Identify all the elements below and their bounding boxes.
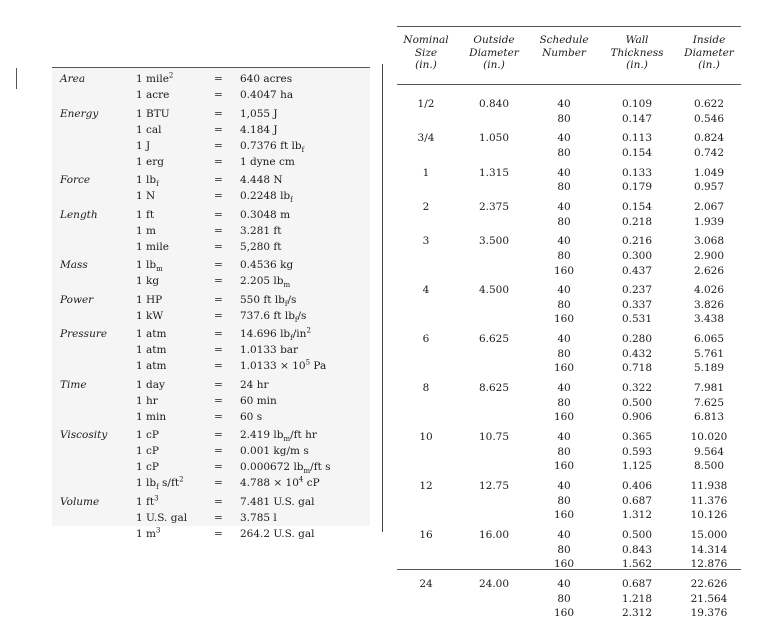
schedule-number-cell: 160 xyxy=(553,460,575,473)
conversion-unit: 1 cP xyxy=(136,461,159,473)
inside-diameter-cell: 0.957 xyxy=(693,181,725,194)
conversion-unit: 1 BTU xyxy=(136,107,170,120)
schedule-number-cell: 40 xyxy=(557,284,571,297)
wall-thickness-cell: 1.218 xyxy=(621,592,653,605)
conversion-unit: 1 N xyxy=(136,190,156,202)
conversion-category: Viscosity xyxy=(60,429,108,441)
inside-diameter-cell: 10.126 xyxy=(690,509,728,522)
wall-thickness-cell: 1.312 xyxy=(621,509,653,522)
conversion-equals: = xyxy=(214,394,223,407)
schedule-number-cell: 40 xyxy=(557,132,571,145)
schedule-number-cell: 80 xyxy=(557,396,571,409)
wall-thickness-cell: 0.154 xyxy=(621,146,653,159)
wall-thickness-cell: 0.843 xyxy=(621,543,653,556)
wall-thickness-cell: 1.562 xyxy=(621,558,653,571)
inside-diameter-cell: 6.813 xyxy=(693,411,725,424)
header-schedule-number: Schedule Number xyxy=(539,34,589,59)
schedule-number-cell: 40 xyxy=(557,333,571,346)
nominal-size-cell: 3/4 xyxy=(417,132,435,145)
inside-diameter-cell: 10.020 xyxy=(690,431,728,443)
conversion-unit: 1 min xyxy=(136,410,167,423)
conversion-equals: = xyxy=(214,293,223,306)
conversion-category: Power xyxy=(60,293,94,306)
schedule-number-cell: 160 xyxy=(553,313,575,326)
conversion-equals: = xyxy=(214,174,223,186)
header-inside-diameter: Inside Diameter (in.) xyxy=(684,34,734,71)
inside-diameter-cell: 12.876 xyxy=(690,558,728,571)
inside-diameter-cell: 11.376 xyxy=(690,494,728,507)
outside-diameter-cell: 8.625 xyxy=(478,382,510,395)
schedule-number-cell: 160 xyxy=(553,558,575,571)
conversion-equals: = xyxy=(214,477,223,489)
conversion-unit: 1 $lb_m$ xyxy=(136,259,163,274)
conversion-unit: 1 day xyxy=(136,378,165,391)
conversion-value: 737.6 ft $lb_f/s$ xyxy=(240,309,307,324)
conversion-value: 0.000672 $lb_m/ft$ s xyxy=(240,461,331,476)
wall-thickness-cell: 0.179 xyxy=(621,181,653,194)
inside-diameter-cell: 0.622 xyxy=(693,98,725,110)
wall-thickness-cell: 0.593 xyxy=(621,445,653,458)
inside-diameter-cell: 19.376 xyxy=(690,607,728,619)
conversion-value: 0.2248 $lb_f$ xyxy=(240,190,293,205)
conversion-value: 3.281 ft xyxy=(240,224,282,237)
schedule-number-cell: 80 xyxy=(557,146,571,159)
outside-diameter-cell: 10.75 xyxy=(478,431,510,443)
inside-diameter-cell: 11.938 xyxy=(690,479,728,492)
conversion-unit: 1 hr xyxy=(136,394,158,407)
conversion-equals: = xyxy=(214,445,223,457)
inside-diameter-cell: 9.564 xyxy=(693,445,725,458)
schedule-number-cell: 40 xyxy=(557,431,571,443)
conversion-value: 2.205 $lb_m$ xyxy=(240,275,291,290)
wall-thickness-cell: 0.133 xyxy=(621,166,653,179)
conversion-equals: = xyxy=(214,511,223,524)
conversion-value: 5,280 ft xyxy=(240,240,282,253)
wall-thickness-cell: 0.432 xyxy=(621,347,653,360)
inside-diameter-cell: 3.438 xyxy=(693,313,725,326)
outside-diameter-cell: 0.840 xyxy=(478,98,510,110)
outside-diameter-cell: 4.500 xyxy=(478,284,510,297)
conversion-category: Area xyxy=(60,73,86,85)
inside-diameter-cell: 0.824 xyxy=(693,132,725,145)
nominal-size-cell: 2 xyxy=(422,200,430,213)
inside-diameter-cell: 8.500 xyxy=(693,460,725,473)
wall-thickness-cell: 0.365 xyxy=(621,431,653,443)
wall-thickness-cell: 0.906 xyxy=(621,411,653,424)
nominal-size-cell: 1/2 xyxy=(417,98,435,110)
nominal-size-cell: 1 xyxy=(422,166,430,179)
wall-thickness-cell: 0.218 xyxy=(621,215,653,228)
conversion-value: 1,055 J xyxy=(240,107,278,120)
conversion-table-top-rule xyxy=(52,67,370,68)
wall-thickness-cell: 0.406 xyxy=(621,479,653,492)
conversion-unit: 1 ft xyxy=(136,208,155,221)
wall-thickness-cell: 0.687 xyxy=(621,494,653,507)
conversion-value: $1.0133 \times 10^5$ Pa xyxy=(240,358,327,372)
inside-diameter-cell: 5.761 xyxy=(693,347,725,360)
nominal-size-cell: 10 xyxy=(419,431,433,443)
pipe-schedule-table xyxy=(397,26,741,619)
header-outside-diameter: Outside Diameter (in.) xyxy=(469,34,519,71)
wall-thickness-cell: 0.113 xyxy=(621,132,653,145)
conversion-equals: = xyxy=(214,344,223,356)
conversion-category: Energy xyxy=(60,107,99,120)
schedule-number-cell: 40 xyxy=(557,577,571,590)
inside-diameter-cell: 1.939 xyxy=(693,215,725,228)
conversion-value: 4.184 J xyxy=(240,123,278,136)
conversion-unit: 1 cP xyxy=(136,445,159,457)
schedule-number-cell: 160 xyxy=(553,509,575,522)
outside-diameter-cell: 1.050 xyxy=(478,132,510,145)
schedule-number-cell: 80 xyxy=(557,592,571,605)
conversion-equals: = xyxy=(214,328,223,340)
conversion-equals: = xyxy=(214,155,223,168)
conversion-equals: = xyxy=(214,495,223,508)
wall-thickness-cell: 0.147 xyxy=(621,112,653,125)
inside-diameter-cell: 3.826 xyxy=(693,298,725,311)
inside-diameter-cell: 4.026 xyxy=(693,284,725,297)
conversion-value: 0.4536 kg xyxy=(240,259,294,271)
conversion-value: 0.001 kg/m s xyxy=(240,445,309,457)
schedule-number-cell: 80 xyxy=(557,298,571,311)
wall-thickness-cell: 0.437 xyxy=(621,264,653,277)
conversion-equals: = xyxy=(214,309,223,322)
conversion-category: Volume xyxy=(60,495,100,508)
conversion-unit: 1 mile xyxy=(136,240,169,253)
conversion-category: Mass xyxy=(60,259,88,271)
conversion-value: 264.2 U.S. gal xyxy=(240,527,315,540)
conversion-unit: 1 J xyxy=(136,139,151,152)
conversion-value: 0.7376 ft $lb_f$ xyxy=(240,139,305,154)
header-nominal-size: Nominal Size (in.) xyxy=(403,34,449,71)
inside-diameter-cell: 14.314 xyxy=(690,543,728,556)
page-divider xyxy=(382,64,383,532)
schedule-number-cell: 40 xyxy=(557,166,571,179)
conversion-unit: 1 $m^3$ xyxy=(136,526,161,540)
conversion-value: 4.448 N xyxy=(240,174,283,186)
nominal-size-cell: 24 xyxy=(419,577,433,590)
conversion-unit: 1 mile$^2$ xyxy=(136,71,174,85)
nominal-size-cell: 4 xyxy=(422,284,430,297)
schedule-number-cell: 80 xyxy=(557,249,571,262)
outside-diameter-cell: 3.500 xyxy=(478,235,510,248)
schedule-number-cell: 80 xyxy=(557,215,571,228)
conversion-equals: = xyxy=(214,190,223,202)
outside-diameter-cell: 6.625 xyxy=(478,333,510,346)
inside-diameter-cell: 21.564 xyxy=(690,592,728,605)
wall-thickness-cell: 0.322 xyxy=(621,382,653,395)
conversion-equals: = xyxy=(214,527,223,540)
outside-diameter-cell: 1.315 xyxy=(478,166,510,179)
conversion-unit: 1 kg xyxy=(136,275,160,287)
wall-thickness-cell: 0.109 xyxy=(621,98,653,110)
schedule-number-cell: 160 xyxy=(553,411,575,424)
nominal-size-cell: 12 xyxy=(419,479,433,492)
schedule-number-cell: 160 xyxy=(553,264,575,277)
schedule-number-cell: 80 xyxy=(557,494,571,507)
schedule-number-cell: 40 xyxy=(557,98,571,110)
conversion-value: 14.696 $lb_f/in^2$ xyxy=(240,326,311,343)
schedule-number-cell: 40 xyxy=(557,528,571,541)
wall-thickness-cell: 0.154 xyxy=(621,200,653,213)
nominal-size-cell: 3 xyxy=(422,235,430,248)
nominal-size-cell: 16 xyxy=(419,528,433,541)
inside-diameter-cell: 2.900 xyxy=(693,249,725,262)
wall-thickness-cell: 0.237 xyxy=(621,284,653,297)
schedule-number-cell: 160 xyxy=(553,362,575,375)
conversion-category: Length xyxy=(60,208,98,221)
conversion-equals: = xyxy=(214,224,223,237)
conversion-value: 0.3048 m xyxy=(240,208,291,221)
schedule-number-cell: 80 xyxy=(557,181,571,194)
inside-diameter-cell: 5.189 xyxy=(693,362,725,375)
conversion-unit: 1 HP xyxy=(136,293,163,306)
conversion-table xyxy=(52,67,370,540)
outside-diameter-cell: 16.00 xyxy=(478,528,510,541)
inside-diameter-cell: 3.068 xyxy=(693,235,725,248)
inside-diameter-cell: 2.626 xyxy=(693,264,725,277)
outside-diameter-cell: 24.00 xyxy=(478,577,510,590)
schedule-number-cell: 80 xyxy=(557,347,571,360)
inside-diameter-cell: 0.742 xyxy=(693,146,725,159)
conversion-unit: 1 erg xyxy=(136,155,164,168)
conversion-unit: 1 $lb_f$ $s/ft^2$ xyxy=(136,475,184,492)
wall-thickness-cell: 0.337 xyxy=(621,298,653,311)
conversion-unit: 1 atm xyxy=(136,360,167,372)
left-edge-rule xyxy=(16,68,17,89)
inside-diameter-cell: 1.049 xyxy=(693,166,725,179)
schedule-number-cell: 160 xyxy=(553,607,575,619)
schedule-number-cell: 40 xyxy=(557,200,571,213)
conversion-value: 24 hr xyxy=(240,378,269,391)
conversion-unit: 1 U.S. gal xyxy=(136,511,188,524)
wall-thickness-cell: 0.687 xyxy=(621,577,653,590)
wall-thickness-cell: 2.312 xyxy=(621,607,653,619)
nominal-size-cell: 8 xyxy=(422,382,430,395)
table-top-rule xyxy=(397,26,741,27)
wall-thickness-cell: 0.280 xyxy=(621,333,653,346)
conversion-unit: 1 atm xyxy=(136,344,167,356)
outside-diameter-cell: 12.75 xyxy=(478,479,510,492)
conversion-equals: = xyxy=(214,378,223,391)
conversion-value: 7.481 U.S. gal xyxy=(240,495,315,508)
conversion-equals: = xyxy=(214,139,223,152)
schedule-number-cell: 40 xyxy=(557,479,571,492)
inside-diameter-cell: 15.000 xyxy=(690,528,728,541)
conversion-value: 1.0133 bar xyxy=(240,344,299,356)
inside-diameter-cell: 7.625 xyxy=(693,396,725,409)
conversion-value: $4.788 \times 10^4$ cP xyxy=(240,475,320,489)
conversion-value: 2.419 $lb_m/ft$ hr xyxy=(240,429,317,444)
wall-thickness-cell: 0.718 xyxy=(621,362,653,375)
conversion-equals: = xyxy=(214,240,223,253)
conversion-equals: = xyxy=(214,429,223,441)
wall-thickness-cell: 0.500 xyxy=(621,396,653,409)
conversion-equals: = xyxy=(214,107,223,120)
conversion-unit: 1 acre xyxy=(136,89,170,101)
wall-thickness-cell: 0.216 xyxy=(621,235,653,248)
conversion-equals: = xyxy=(214,73,223,85)
outside-diameter-cell: 2.375 xyxy=(478,200,510,213)
conversion-equals: = xyxy=(214,259,223,271)
conversion-value: 3.785 l xyxy=(240,511,277,524)
inside-diameter-cell: 0.546 xyxy=(693,112,725,125)
conversion-equals: = xyxy=(214,89,223,101)
conversion-category: Force xyxy=(60,174,91,186)
inside-diameter-cell: 6.065 xyxy=(693,333,725,346)
schedule-number-cell: 80 xyxy=(557,112,571,125)
conversion-unit: 1 $lb_f$ xyxy=(136,174,159,189)
wall-thickness-cell: 0.300 xyxy=(621,249,653,262)
inside-diameter-cell: 7.981 xyxy=(693,382,725,395)
conversion-value: 60 s xyxy=(240,410,263,423)
conversion-equals: = xyxy=(214,410,223,423)
wall-thickness-cell: 0.500 xyxy=(621,528,653,541)
conversion-value: 0.4047 ha xyxy=(240,89,294,101)
conversion-value: 60 min xyxy=(240,394,277,407)
schedule-number-cell: 40 xyxy=(557,235,571,248)
conversion-category: Time xyxy=(60,378,87,391)
conversion-equals: = xyxy=(214,208,223,221)
conversion-unit: 1 $ft^3$ xyxy=(136,494,159,508)
conversion-equals: = xyxy=(214,123,223,136)
wall-thickness-cell: 1.125 xyxy=(621,460,653,473)
schedule-number-cell: 80 xyxy=(557,543,571,556)
conversion-category: Pressure xyxy=(60,328,108,340)
conversion-value: 1 dyne cm xyxy=(240,155,295,168)
schedule-number-cell: 40 xyxy=(557,382,571,395)
header-wall-thickness: Wall Thickness (in.) xyxy=(610,34,664,71)
conversion-unit: 1 m xyxy=(136,224,156,237)
table-header-rule xyxy=(397,84,741,85)
schedule-number-cell: 80 xyxy=(557,445,571,458)
inside-diameter-cell: 22.626 xyxy=(690,577,728,590)
conversion-equals: = xyxy=(214,275,223,287)
conversion-unit: 1 atm xyxy=(136,328,167,340)
nominal-size-cell: 6 xyxy=(422,333,430,346)
conversion-equals: = xyxy=(214,461,223,473)
conversion-value: 550 ft $lb_f/s$ xyxy=(240,293,297,308)
conversion-unit: 1 kW xyxy=(136,309,164,322)
conversion-unit: 1 cP xyxy=(136,429,159,441)
conversion-value: 640 acres xyxy=(240,73,293,85)
conversion-unit: 1 cal xyxy=(136,123,162,136)
wall-thickness-cell: 0.531 xyxy=(621,313,653,326)
inside-diameter-cell: 2.067 xyxy=(693,200,725,213)
conversion-equals: = xyxy=(214,360,223,372)
